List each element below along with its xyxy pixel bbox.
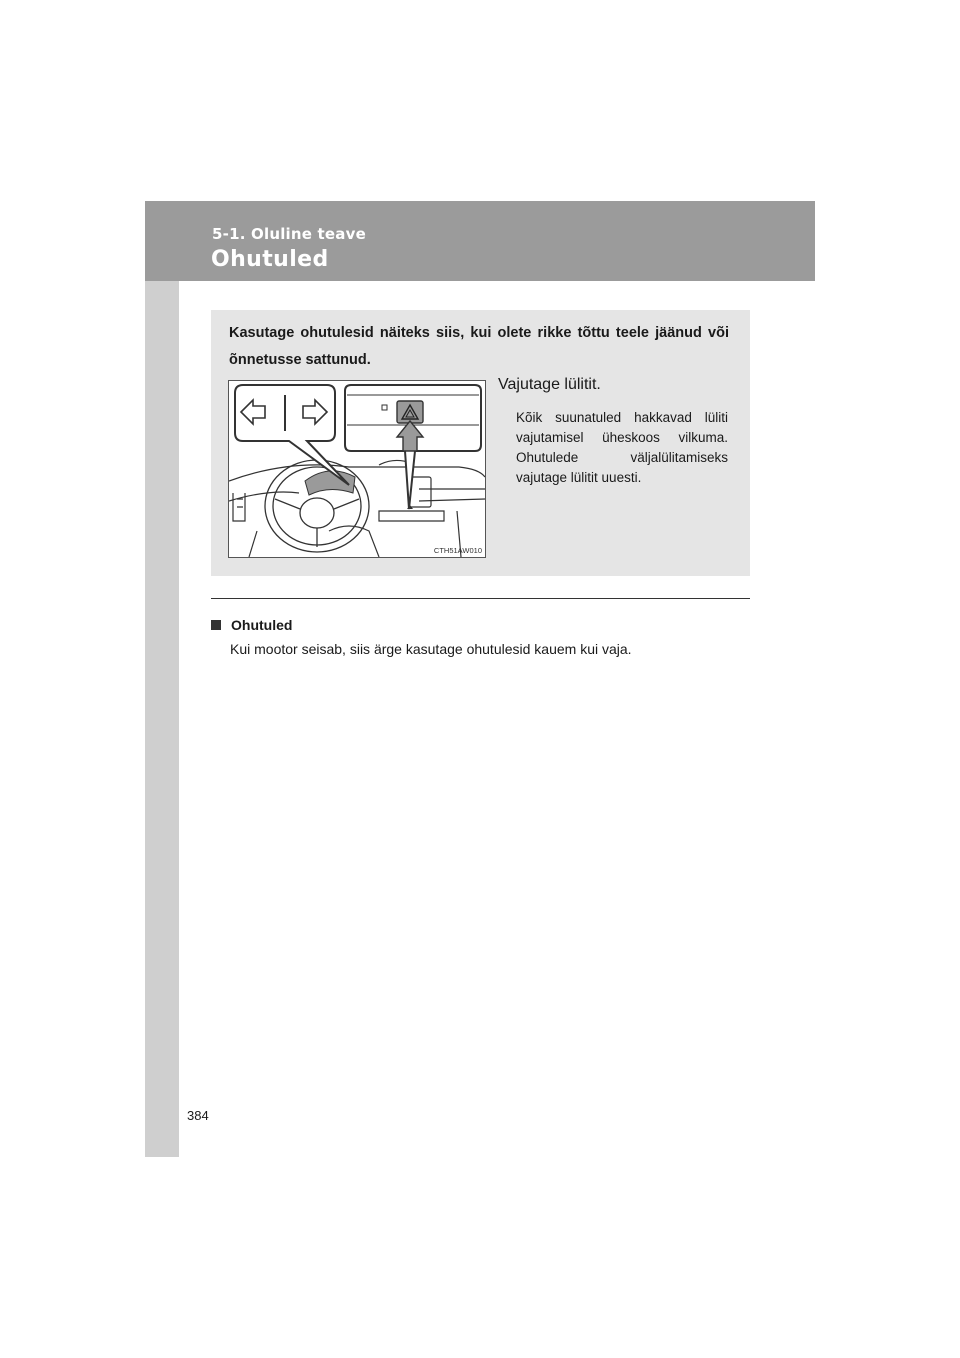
- note-heading: [211, 617, 292, 633]
- side-bar: [145, 201, 179, 1157]
- intro-text: Kasutage ohutulesid näiteks siis, kui olete rikke tõttu teele jäänud või õnnetusse sattunud.: [229, 325, 729, 368]
- square-bullet-icon: [211, 620, 221, 630]
- divider: [211, 598, 750, 599]
- dashboard-illustration: [229, 381, 485, 557]
- hazard-switch-figure: [228, 380, 486, 558]
- page-title: Ohutuled: [211, 247, 329, 272]
- note-heading-label: Ohutuled: [231, 617, 293, 633]
- note-text: Kui mootor seisab, siis ärge kasutage ohutulesid kauem kui vaja.: [230, 641, 632, 657]
- step-heading: Vajutage lülitit.: [498, 376, 601, 393]
- section-label: 5-1. Oluline teave: [212, 225, 366, 243]
- page-number: 384: [187, 1108, 209, 1123]
- chapter-header: [145, 201, 815, 281]
- step-text: Kõik suunatuled hakkavad lüliti vajutamisel üheskoos vilkuma. Ohutulede väljalülitamiseks vajutage lülitit uuesti.: [516, 410, 728, 485]
- intro-box: [211, 310, 750, 576]
- figure-code: CTH51AW010: [433, 546, 482, 555]
- hazard-switch-icon: [397, 401, 423, 423]
